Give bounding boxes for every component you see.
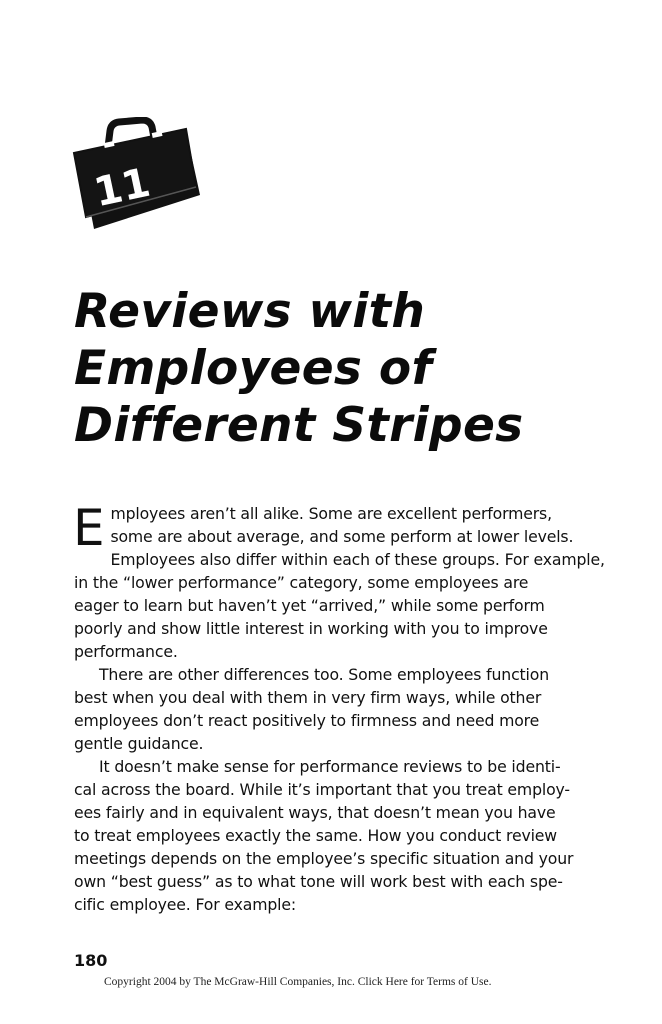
text-line: cific employee. For example: xyxy=(74,895,296,914)
text-line: It doesn’t make sense for performance reviews to be identi- xyxy=(99,757,561,776)
text-line: meetings depends on the employee’s specific situation and your xyxy=(74,849,574,868)
chapter-title-line: Reviews with xyxy=(74,284,426,339)
text-line: mployees aren’t all alike. Some are excellent performers, xyxy=(110,504,552,523)
text-line: cal across the board. While it’s important that you treat employ- xyxy=(74,780,570,799)
copyright-notice xyxy=(104,976,491,988)
text-line: ees fairly and in equivalent ways, that doesn’t mean you have xyxy=(74,803,556,822)
text-line: to treat employees exactly the same. How you conduct review xyxy=(74,826,557,845)
terms-of-use-link[interactable]: Click Here for Terms of Use. xyxy=(357,976,492,988)
text-line: gentle guidance. xyxy=(74,734,204,753)
paragraph-3 xyxy=(74,755,594,916)
paragraph-1 xyxy=(73,499,605,663)
text-line: employees don’t react positively to firmness and need more xyxy=(74,711,540,730)
chapter-number: 11 xyxy=(90,159,155,217)
drop-cap: E xyxy=(73,499,105,557)
text-line: performance. xyxy=(74,642,178,661)
body-text xyxy=(73,499,605,916)
chapter-title-line: Different Stripes xyxy=(74,398,524,453)
text-line: There are other differences too. Some employees function xyxy=(99,665,549,684)
paragraph-2 xyxy=(74,663,594,755)
text-line: own “best guess” as to what tone will work best with each spe- xyxy=(74,872,563,891)
page-number: 180 xyxy=(74,951,108,970)
text-line: eager to learn but haven’t yet “arrived,” while some perform xyxy=(74,596,545,615)
chapter-title-line: Employees of xyxy=(74,341,433,396)
text-line: best when you deal with them in very firm ways, while other xyxy=(74,688,542,707)
copyright-text: Copyright 2004 by The McGraw-Hill Companies, Inc. xyxy=(104,976,355,988)
chapter-title xyxy=(74,283,523,454)
text-line: in the “lower performance” category, some employees are xyxy=(74,573,529,592)
text-line: some are about average, and some perform at lower levels. xyxy=(110,527,574,546)
briefcase-icon xyxy=(68,117,204,233)
text-line: poorly and show little interest in working with you to improve xyxy=(74,619,548,638)
text-line: Employees also differ within each of these groups. For example, xyxy=(110,550,605,569)
